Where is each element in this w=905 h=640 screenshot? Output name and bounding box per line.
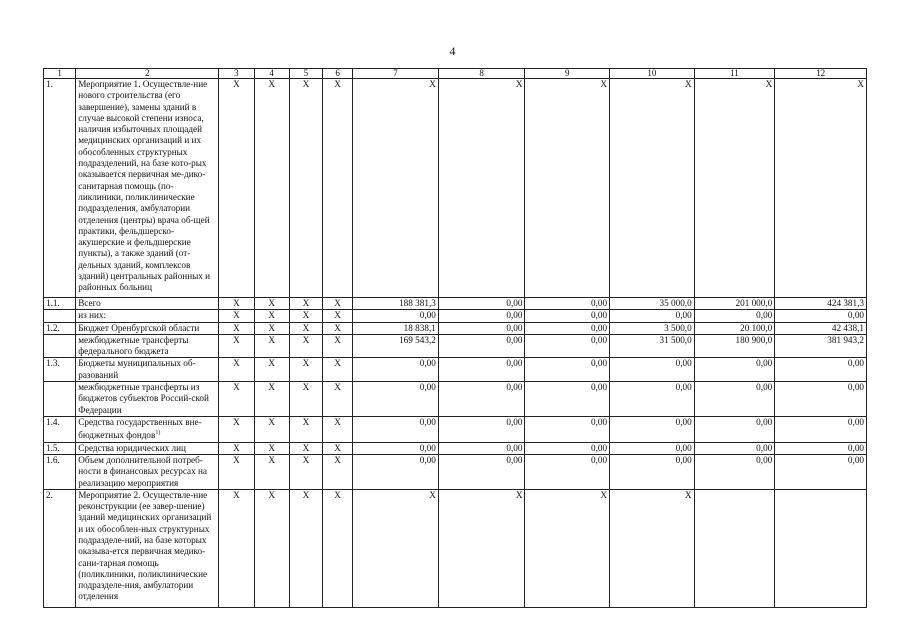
value-cell: X xyxy=(525,79,610,298)
flag-cell: X xyxy=(289,489,322,607)
flag-cell: X xyxy=(254,454,289,489)
value-cell: 0,00 xyxy=(775,442,867,454)
flag-cell: X xyxy=(254,489,289,607)
column-header: 12 xyxy=(775,69,867,79)
flag-cell: X xyxy=(289,79,322,298)
row-label xyxy=(76,454,219,489)
value-cell: 42 438,1 xyxy=(775,322,867,334)
value-cell: 0,00 xyxy=(525,454,610,489)
value-cell: 0,00 xyxy=(438,382,525,417)
flag-cell: X xyxy=(254,334,289,358)
column-header: 9 xyxy=(525,69,610,79)
value-cell: 0,00 xyxy=(610,358,695,382)
column-header: 5 xyxy=(289,69,322,79)
row-label-text: межбюджетные трансферты федерального бюджета xyxy=(78,334,189,357)
flag-cell: X xyxy=(219,298,254,310)
value-cell: 0,00 xyxy=(525,310,610,322)
column-header: 10 xyxy=(610,69,695,79)
flag-cell: X xyxy=(254,322,289,334)
row-number: 2. xyxy=(44,489,76,607)
column-header: 3 xyxy=(219,69,254,79)
row-label xyxy=(76,489,219,607)
value-cell xyxy=(694,489,775,607)
flag-cell: X xyxy=(219,334,254,358)
row-label xyxy=(76,322,219,334)
flag-cell: X xyxy=(254,382,289,417)
value-cell: 424 381,3 xyxy=(775,298,867,310)
flag-cell: X xyxy=(219,358,254,382)
row-number: 1. xyxy=(44,79,76,298)
value-cell: 0,00 xyxy=(610,416,695,442)
flag-cell: X xyxy=(323,454,353,489)
value-cell xyxy=(775,489,867,607)
flag-cell: X xyxy=(323,310,353,322)
row-label-text: Объем дополнительной потреб-ности в финансовых ресурсах на реализацию мероприятия xyxy=(78,454,207,488)
column-header: 8 xyxy=(438,69,525,79)
flag-cell: X xyxy=(289,298,322,310)
value-cell: 0,00 xyxy=(775,382,867,417)
value-cell: 35 000,0 xyxy=(610,298,695,310)
column-header: 1 xyxy=(44,69,76,79)
table-row xyxy=(44,79,867,298)
flag-cell: X xyxy=(219,416,254,442)
row-label xyxy=(76,358,219,382)
value-cell: 0,00 xyxy=(694,416,775,442)
table-row xyxy=(44,416,867,442)
value-cell: 0,00 xyxy=(353,358,439,382)
value-cell: X xyxy=(694,79,775,298)
flag-cell: X xyxy=(254,442,289,454)
row-number xyxy=(44,382,76,417)
flag-cell: X xyxy=(254,298,289,310)
flag-cell: X xyxy=(289,442,322,454)
value-cell: X xyxy=(610,489,695,607)
row-label xyxy=(76,442,219,454)
value-cell: 0,00 xyxy=(353,454,439,489)
row-number: 1.2. xyxy=(44,322,76,334)
table-row xyxy=(44,334,867,358)
flag-cell: X xyxy=(254,358,289,382)
row-number: 1.6. xyxy=(44,454,76,489)
value-cell: 0,00 xyxy=(610,454,695,489)
flag-cell: X xyxy=(323,322,353,334)
value-cell: 0,00 xyxy=(438,358,525,382)
flag-cell: X xyxy=(323,442,353,454)
value-cell: 0,00 xyxy=(525,358,610,382)
flag-cell: X xyxy=(219,310,254,322)
value-cell: 0,00 xyxy=(353,310,439,322)
table-row xyxy=(44,382,867,417)
flag-cell: X xyxy=(289,416,322,442)
footnote-marker: 1) xyxy=(155,430,161,437)
table-row xyxy=(44,454,867,489)
row-label-text: Бюджет Оренбургской области xyxy=(78,322,200,333)
row-label xyxy=(76,382,219,417)
flag-cell: X xyxy=(219,454,254,489)
row-number: 1.4. xyxy=(44,416,76,442)
value-cell: 0,00 xyxy=(525,298,610,310)
value-cell: 0,00 xyxy=(438,454,525,489)
row-number xyxy=(44,310,76,322)
row-label-text: Средства юридических лиц xyxy=(78,442,186,453)
value-cell: X xyxy=(353,79,439,298)
flag-cell: X xyxy=(323,358,353,382)
value-cell: X xyxy=(353,489,439,607)
value-cell: 381 943,2 xyxy=(775,334,867,358)
value-cell: 0,00 xyxy=(775,416,867,442)
value-cell: 201 000,0 xyxy=(694,298,775,310)
flag-cell: X xyxy=(323,334,353,358)
value-cell: 31 500,0 xyxy=(610,334,695,358)
flag-cell: X xyxy=(289,322,322,334)
column-header: 2 xyxy=(76,69,219,79)
flag-cell: X xyxy=(254,79,289,298)
value-cell: 0,00 xyxy=(438,442,525,454)
row-label-text: Мероприятие 2. Осуществле-ние реконструкции (ее завер-шение) зданий медицинских организаций и их обособлен-ных структурных подразделе-ний, на базе которых оказыва-ется первичная медико-сани-тарная помощь (поликлиники, поликлинические подразделе-ния, амбулатории отделения xyxy=(78,489,212,602)
value-cell: 18 838,1 xyxy=(353,322,439,334)
flag-cell: X xyxy=(289,454,322,489)
flag-cell: X xyxy=(289,382,322,417)
value-cell: 0,00 xyxy=(775,454,867,489)
value-cell: 0,00 xyxy=(694,358,775,382)
row-number: 1.5. xyxy=(44,442,76,454)
flag-cell: X xyxy=(323,382,353,417)
value-cell: 0,00 xyxy=(694,310,775,322)
column-header: 11 xyxy=(694,69,775,79)
financing-table xyxy=(43,68,867,608)
flag-cell: X xyxy=(289,310,322,322)
row-label-text: Средства государственных вне-бюджетных фондов xyxy=(78,416,202,441)
value-cell: 188 381,3 xyxy=(353,298,439,310)
page-number: 4 xyxy=(449,44,456,58)
row-label-text: Всего xyxy=(78,298,101,308)
row-label xyxy=(76,416,219,442)
value-cell: 0,00 xyxy=(353,416,439,442)
table-row xyxy=(44,310,867,322)
value-cell: 0,00 xyxy=(610,310,695,322)
header-row xyxy=(44,69,867,79)
row-number xyxy=(44,334,76,358)
column-header: 4 xyxy=(254,69,289,79)
flag-cell: X xyxy=(219,382,254,417)
flag-cell: X xyxy=(254,310,289,322)
value-cell: X xyxy=(525,489,610,607)
flag-cell: X xyxy=(289,334,322,358)
row-number: 1.3. xyxy=(44,358,76,382)
value-cell: X xyxy=(775,79,867,298)
table-row xyxy=(44,489,867,607)
value-cell: 0,00 xyxy=(525,334,610,358)
value-cell: 0,00 xyxy=(525,416,610,442)
column-header: 7 xyxy=(353,69,439,79)
value-cell: 0,00 xyxy=(694,382,775,417)
value-cell: 0,00 xyxy=(353,382,439,417)
table-row xyxy=(44,298,867,310)
row-label-text: Бюджеты муниципальных об-разований xyxy=(78,358,196,380)
flag-cell: X xyxy=(289,358,322,382)
value-cell: 0,00 xyxy=(438,334,525,358)
row-label-text: из них: xyxy=(78,310,107,321)
flag-cell: X xyxy=(219,322,254,334)
value-cell: X xyxy=(610,79,695,298)
value-cell: 0,00 xyxy=(438,310,525,322)
value-cell: X xyxy=(438,489,525,607)
value-cell: 180 900,0 xyxy=(694,334,775,358)
value-cell: 0,00 xyxy=(525,442,610,454)
value-cell: 0,00 xyxy=(525,382,610,417)
row-label xyxy=(76,310,219,322)
value-cell: 0,00 xyxy=(610,442,695,454)
value-cell: 0,00 xyxy=(775,358,867,382)
table-row xyxy=(44,322,867,334)
value-cell: 3 500,0 xyxy=(610,322,695,334)
flag-cell: X xyxy=(219,489,254,607)
row-number: 1.1. xyxy=(44,298,76,310)
row-label-text: Мероприятие 1. Осуществле-ние нового строительства (его завершение), замены зданий в случае высокой степени износа, наличия избыточных площадей медицинских организаций и их обособленных структурных подразделений, на базе кото-рых оказывается первичная ме-дико-санитарная помощь (по-ликлиники, поликлинические подразделения, амбулатории отделения (центры) врача об-щей практики, фельдшерско-акушерские и фельдшерские пункты), а также зданий (от-дельных зданий, комплексов зданий) центральных районных и районных больниц xyxy=(78,79,211,293)
flag-cell: X xyxy=(323,298,353,310)
value-cell: 0,00 xyxy=(775,310,867,322)
value-cell: 0,00 xyxy=(610,382,695,417)
flag-cell: X xyxy=(323,416,353,442)
value-cell: 20 100,0 xyxy=(694,322,775,334)
row-label-text: межбюджетные трансферты из бюджетов субъектов Россий-ской Федерации xyxy=(78,382,209,415)
value-cell: 0,00 xyxy=(525,322,610,334)
value-cell: 0,00 xyxy=(438,322,525,334)
flag-cell: X xyxy=(323,79,353,298)
flag-cell: X xyxy=(219,79,254,298)
row-label xyxy=(76,298,219,310)
value-cell: 169 543,2 xyxy=(353,334,439,358)
value-cell: 0,00 xyxy=(438,298,525,310)
flag-cell: X xyxy=(323,489,353,607)
table-row xyxy=(44,358,867,382)
value-cell: X xyxy=(438,79,525,298)
flag-cell: X xyxy=(254,416,289,442)
row-label xyxy=(76,334,219,358)
column-header: 6 xyxy=(323,69,353,79)
row-label xyxy=(76,79,219,298)
table-row xyxy=(44,442,867,454)
value-cell: 0,00 xyxy=(353,442,439,454)
value-cell: 0,00 xyxy=(438,416,525,442)
value-cell: 0,00 xyxy=(694,454,775,489)
flag-cell: X xyxy=(219,442,254,454)
value-cell: 0,00 xyxy=(694,442,775,454)
